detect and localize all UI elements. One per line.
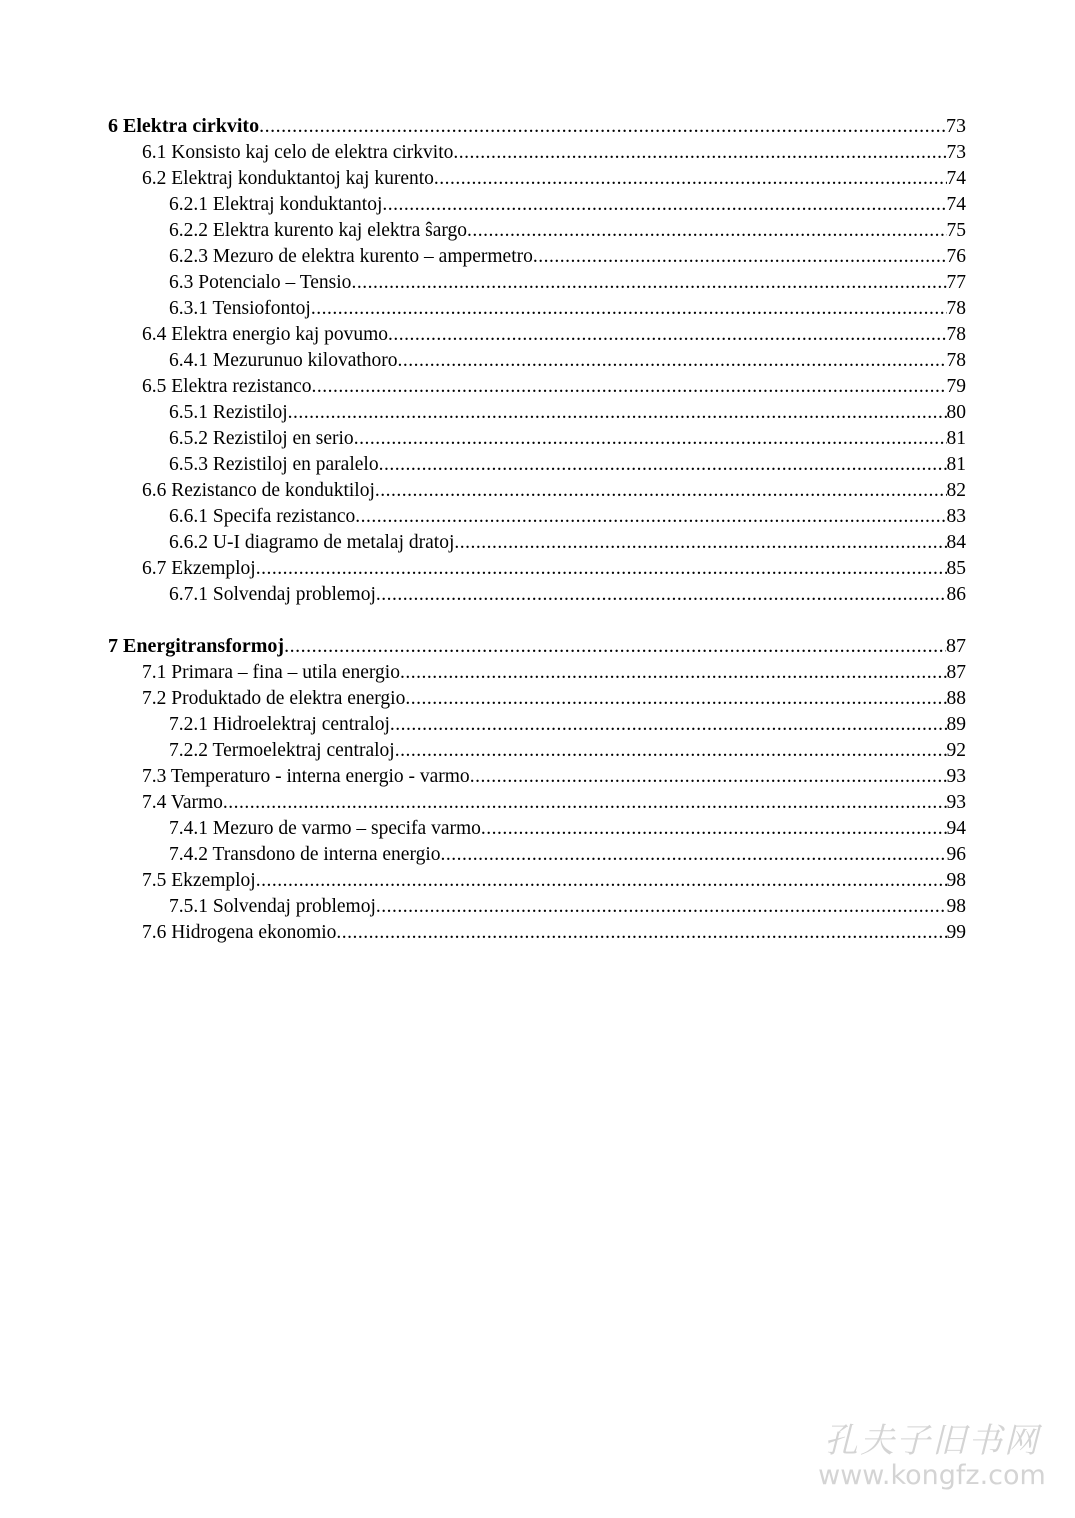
toc-entry-title: 7.5 Ekzemploj (142, 870, 256, 891)
watermark (816, 1422, 1048, 1494)
toc-dot-leader (256, 868, 947, 894)
toc-entry[interactable] (108, 712, 966, 738)
toc-entry-title: 6.2.3 Mezuro de elektra kurento – ampermetro (169, 246, 533, 267)
toc-entry-title: 6.3 Potencialo – Tensio (169, 272, 352, 293)
toc-entry-title: 6.7.1 Solvendaj problemoj (169, 584, 376, 605)
toc-dot-leader (453, 140, 946, 166)
toc-entry-title: 6.6.2 U-I diagramo de metalaj dratoj (169, 532, 455, 553)
toc-entry[interactable] (108, 842, 966, 868)
toc-dot-leader (467, 218, 947, 244)
toc-page-number: 94 (946, 818, 966, 839)
toc-entry[interactable] (108, 166, 966, 192)
toc-entry[interactable] (108, 244, 966, 270)
toc-entry-title: 6.2.2 Elektra kurento kaj elektra ŝargo (169, 220, 467, 241)
toc-page-number: 88 (946, 688, 966, 709)
toc-entry-title: 6 Elektra cirkvito (108, 115, 260, 137)
toc-page-number: 82 (946, 480, 966, 501)
toc-entry-title: 6.3.1 Tensiofontoj (169, 298, 311, 319)
toc-dot-leader (434, 166, 947, 192)
toc-page-number: 73 (946, 142, 966, 163)
toc-page-number: 79 (946, 376, 966, 397)
toc-page-number: 98 (946, 896, 966, 917)
toc-entry[interactable] (108, 270, 966, 296)
toc-dot-leader (376, 894, 947, 920)
toc-entry[interactable] (108, 504, 966, 530)
toc-entry[interactable] (108, 426, 966, 452)
toc-dot-leader (351, 270, 946, 296)
toc-entry[interactable] (108, 582, 966, 608)
toc-page-number: 85 (946, 558, 966, 579)
toc-entry[interactable] (108, 322, 966, 348)
toc-dot-leader (454, 530, 946, 556)
toc-dot-leader (355, 504, 946, 530)
toc-entry-title: 6.6.1 Specifa rezistanco (169, 506, 356, 527)
toc-chapter-entry[interactable] (108, 112, 966, 140)
toc-entry-title: 6.7 Ekzemploj (142, 558, 256, 579)
toc-entry-title: 7.2 Produktado de elektra energio (142, 688, 406, 709)
toc-page-number: 93 (946, 792, 966, 813)
toc-entry-title: 7.3 Temperaturo - interna energio - varmo (142, 766, 470, 787)
toc-page-number: 87 (946, 635, 966, 657)
toc-entry-title: 7.4.2 Transdono de interna energio (169, 844, 441, 865)
toc-dot-leader (284, 632, 946, 660)
watermark-url: www.kongfz.com (818, 1460, 1046, 1491)
toc-page-number: 99 (946, 922, 966, 943)
toc-page-number: 81 (946, 454, 966, 475)
table-of-contents (108, 112, 966, 946)
toc-page-number: 77 (946, 272, 966, 293)
toc-entry[interactable] (108, 790, 966, 816)
toc-page-number: 78 (946, 350, 966, 371)
toc-entry-title: 6.1 Konsisto kaj celo de elektra cirkvito (142, 142, 454, 163)
toc-entry-title: 6.4.1 Mezurunuo kilovathoro (169, 350, 398, 371)
toc-dot-leader (441, 842, 947, 868)
toc-dot-leader (311, 374, 946, 400)
toc-entry[interactable] (108, 816, 966, 842)
toc-page-number: 74 (946, 194, 966, 215)
toc-entry-title: 6.5 Elektra rezistanco (142, 376, 312, 397)
toc-page-number: 74 (946, 168, 966, 189)
toc-dot-leader (400, 660, 947, 686)
toc-entry[interactable] (108, 920, 966, 946)
toc-entry-title: 6.5.1 Rezistiloj (169, 402, 288, 423)
toc-dot-leader (336, 920, 946, 946)
toc-entry[interactable] (108, 140, 966, 166)
toc-page-number: 75 (946, 220, 966, 241)
toc-entry[interactable] (108, 452, 966, 478)
toc-page-number: 92 (946, 740, 966, 761)
toc-dot-leader (379, 452, 947, 478)
toc-entry[interactable] (108, 296, 966, 322)
toc-entry-title: 7.4 Varmo (142, 792, 223, 813)
toc-entry-title: 6.2.1 Elektraj konduktantoj (169, 194, 383, 215)
toc-page-number: 84 (946, 532, 966, 553)
toc-entry[interactable] (108, 686, 966, 712)
toc-entry-title: 7.5.1 Solvendaj problemoj (169, 896, 376, 917)
toc-dot-leader (398, 348, 947, 374)
toc-entry[interactable] (108, 556, 966, 582)
toc-page-number: 80 (946, 402, 966, 423)
toc-entry-title: 7.2.2 Termoelektraj centraloj (169, 740, 395, 761)
toc-entry-title: 6.5.2 Rezistiloj en serio (169, 428, 354, 449)
toc-entry[interactable] (108, 374, 966, 400)
toc-page-number: 96 (946, 844, 966, 865)
toc-dot-leader (354, 426, 947, 452)
toc-entry-title: 7.6 Hidrogena ekonomio (142, 922, 337, 943)
toc-dot-leader (533, 244, 947, 270)
toc-entry[interactable] (108, 400, 966, 426)
toc-page-number: 73 (946, 115, 966, 137)
toc-dot-leader (223, 790, 947, 816)
toc-entry-title: 7.1 Primara – fina – utila energio (142, 662, 400, 683)
toc-dot-leader (311, 296, 947, 322)
toc-dot-leader (256, 556, 947, 582)
toc-entry[interactable] (108, 894, 966, 920)
watermark-chinese: 孔夫子旧书网 (824, 1421, 1040, 1461)
toc-entry-title: 6.4 Elektra energio kaj povumo (142, 324, 389, 345)
toc-dot-leader (382, 192, 946, 218)
toc-entry[interactable] (108, 738, 966, 764)
toc-page-number: 76 (946, 246, 966, 267)
toc-entry[interactable] (108, 192, 966, 218)
toc-page-number: 78 (946, 324, 966, 345)
toc-dot-leader (390, 712, 947, 738)
toc-page-number: 86 (946, 584, 966, 605)
toc-dot-leader (470, 764, 947, 790)
toc-dot-leader (375, 478, 947, 504)
toc-entry[interactable] (108, 868, 966, 894)
toc-page-number: 87 (946, 662, 966, 683)
toc-page-number: 98 (946, 870, 966, 891)
toc-dot-leader (481, 816, 947, 842)
toc-dot-leader (395, 738, 947, 764)
toc-entry[interactable] (108, 478, 966, 504)
toc-entry-title: 6.2 Elektraj konduktantoj kaj kurento (142, 168, 434, 189)
toc-entry-title: 7 Energitransformoj (108, 635, 285, 657)
toc-dot-leader (376, 582, 947, 608)
toc-page-number: 81 (946, 428, 966, 449)
toc-page-number: 93 (946, 766, 966, 787)
toc-dot-leader (259, 112, 946, 140)
toc-dot-leader (388, 322, 946, 348)
toc-dot-leader (288, 400, 947, 426)
toc-entry-title: 6.6 Rezistanco de konduktiloj (142, 480, 375, 501)
toc-entry[interactable] (108, 218, 966, 244)
toc-page-number: 78 (946, 298, 966, 319)
toc-entry[interactable] (108, 530, 966, 556)
toc-entry-title: 6.5.3 Rezistiloj en paralelo (169, 454, 379, 475)
toc-dot-leader (405, 686, 946, 712)
toc-page-number: 89 (946, 714, 966, 735)
toc-page-number: 83 (946, 506, 966, 527)
toc-entry-title: 7.2.1 Hidroelektraj centraloj (169, 714, 390, 735)
toc-entry[interactable] (108, 764, 966, 790)
toc-entry-title: 7.4.1 Mezuro de varmo – specifa varmo (169, 818, 481, 839)
toc-chapter-entry[interactable] (108, 632, 966, 660)
toc-entry[interactable] (108, 660, 966, 686)
toc-entry[interactable] (108, 348, 966, 374)
